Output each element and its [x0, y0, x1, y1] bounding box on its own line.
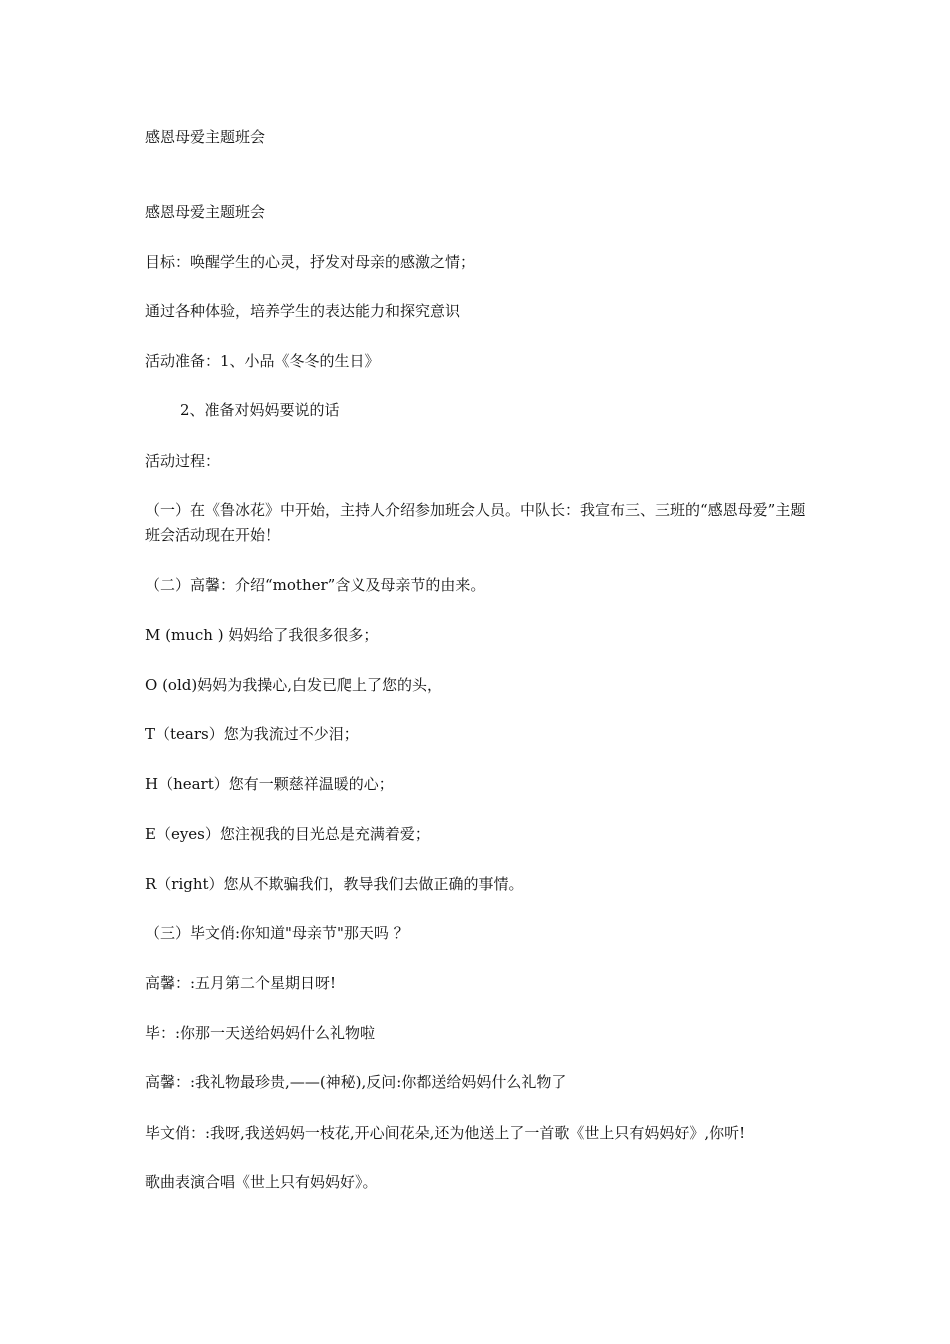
step-two-line: （二）高馨：介绍“mother”含义及母亲节的由来。: [145, 576, 486, 594]
goal-line: 目标：唤醒学生的心灵，抒发对母亲的感激之情；: [145, 253, 476, 271]
mother-letter-t: T（tears）您为我流过不少泪；: [145, 725, 359, 743]
process-heading: 活动过程：: [145, 452, 221, 470]
dialogue-line: 高馨：:五月第二个星期日呀!: [145, 974, 337, 992]
song-performance-line: 歌曲表演合唱《世上只有妈妈好》。: [145, 1173, 378, 1191]
dialogue-line: 高馨：:我礼物最珍贵,——(神秘),反问:你都送给妈妈什么礼物了: [145, 1073, 567, 1091]
step-one-paragraph: （一）在《鲁冰花》中开始，主持人介绍参加班会人员。中队长：我宣布三、三班的“感恩母爱”主题班会活动现在开始！: [145, 501, 806, 544]
mother-letter-h: H（heart）您有一颗慈祥温暖的心；: [145, 775, 394, 793]
goal-line-2: 通过各种体验，培养学生的表达能力和探究意识: [145, 302, 461, 320]
document-heading: 感恩母爱主题班会: [145, 128, 266, 146]
section-title: 感恩母爱主题班会: [145, 203, 266, 221]
mother-letter-o: O (old)妈妈为我操心,白发已爬上了您的头，: [145, 676, 442, 694]
mother-letter-e: E（eyes）您注视我的目光总是充满着爱；: [145, 825, 430, 843]
mother-letter-m: M (much ) 妈妈给了我很多很多；: [145, 626, 379, 644]
dialogue-line: 毕：:你那一天送给妈妈什么礼物啦: [145, 1024, 376, 1042]
preparation-line: 活动准备：1、小品《冬冬的生日》: [145, 352, 380, 370]
preparation-line-2: 2、准备对妈妈要说的话: [180, 401, 340, 419]
mother-letter-r: R（right）您从不欺骗我们，教导我们去做正确的事情。: [145, 875, 524, 893]
dialogue-line: 毕文俏：:我呀,我送妈妈一枝花,开心间花朵,还为他送上了一首歌《世上只有妈妈好》,你听!: [145, 1124, 746, 1142]
step-three-line: （三）毕文俏:你知道"母亲节"那天吗 ？: [145, 924, 409, 942]
